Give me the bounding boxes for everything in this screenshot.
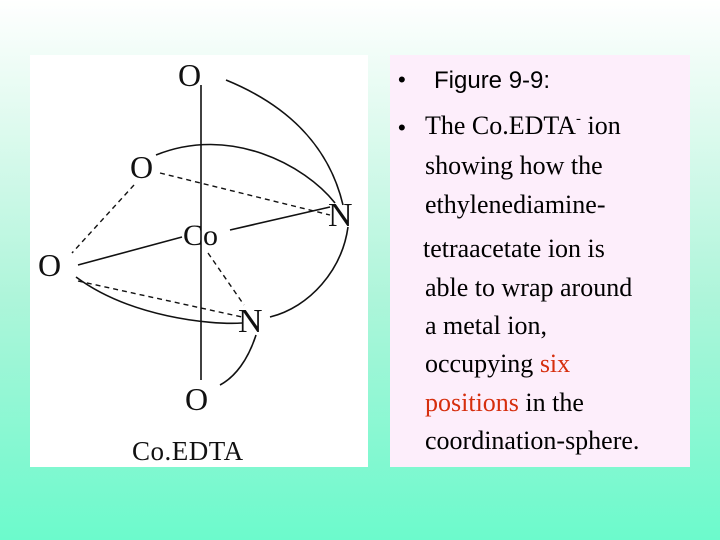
desc-line-6: a metal ion, — [425, 311, 548, 340]
diagram-panel — [30, 55, 368, 467]
text-panel — [390, 55, 690, 467]
desc-line-7 — [425, 351, 570, 377]
desc-line-1 — [425, 113, 621, 139]
desc-line-4: tetraacetate ion is — [423, 234, 605, 263]
bond-arc-n-n — [270, 227, 348, 317]
bond-co-o-left — [78, 237, 182, 265]
desc-line-7-main: occupying — [425, 349, 540, 378]
desc-line-5: able to wrap around — [425, 273, 633, 302]
atom-n-right: N — [328, 197, 353, 234]
bond-arc-oul-n — [156, 144, 335, 203]
dashed-co-n — [208, 253, 244, 305]
atom-n-lower: N — [238, 303, 263, 340]
desc-line-1-end: ion — [581, 111, 621, 140]
atom-o-left: O — [38, 247, 62, 283]
atom-o-top: O — [178, 57, 202, 93]
dashed-ol-n — [78, 281, 242, 317]
highlight-six: six — [539, 349, 571, 378]
bond-co-n-right — [230, 207, 330, 230]
bond-arc-n-obot — [220, 335, 256, 385]
dashed-oul-ol — [72, 185, 134, 253]
desc-line-2: showing how the — [425, 151, 603, 180]
bond-arc-ol-n — [76, 277, 242, 323]
atom-o-bottom: O — [185, 381, 209, 417]
bullet-icon: • — [398, 67, 406, 92]
highlight-positions: positions — [425, 388, 519, 417]
figure-label: Figure 9-9: — [434, 67, 551, 94]
desc-line-1-main: The Co.EDTA — [425, 111, 576, 140]
desc-line-1-sup: - — [576, 111, 581, 127]
dashed-oul-n — [160, 173, 330, 215]
atom-o-upper-left: O — [130, 149, 154, 185]
atom-co: Co — [183, 219, 219, 252]
desc-line-9: coordination-sphere. — [425, 426, 640, 455]
bond-arc-otop-n — [226, 80, 343, 205]
diagram-caption: Co.EDTA — [132, 436, 244, 466]
desc-line-3: ethylenediamine- — [425, 190, 606, 219]
desc-line-8 — [425, 390, 584, 416]
bullet-icon: • — [398, 115, 406, 140]
desc-line-8-end: in the — [518, 388, 584, 417]
